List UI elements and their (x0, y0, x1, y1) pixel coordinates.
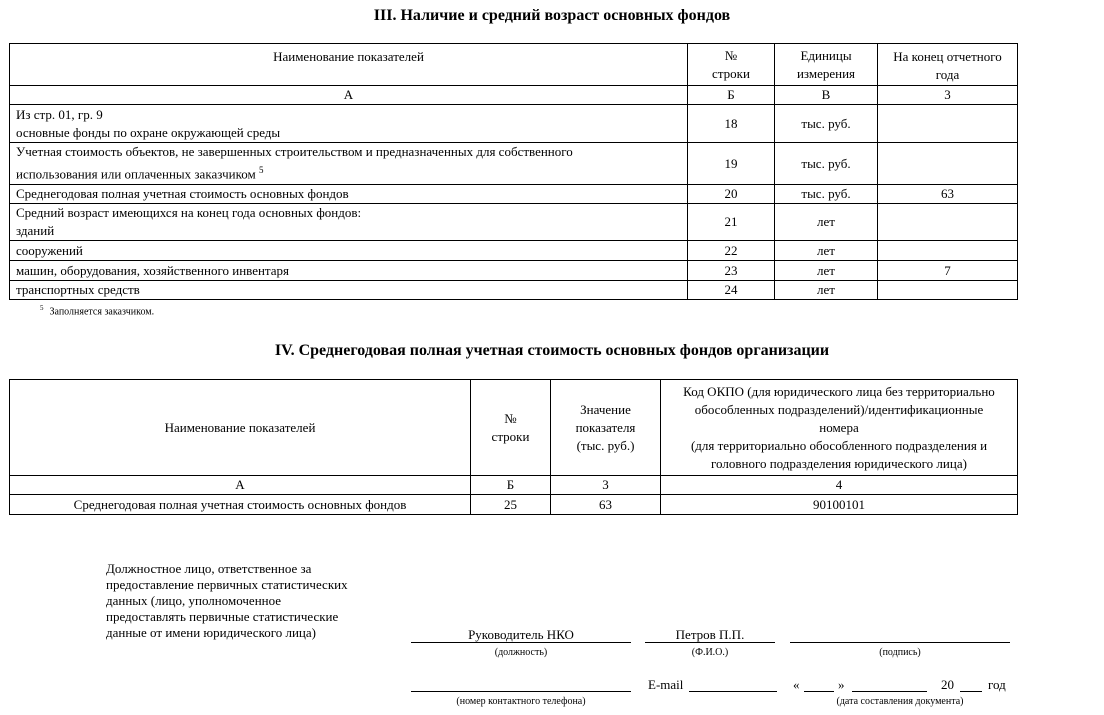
code-4: 4 (661, 476, 1018, 495)
phone-line (411, 691, 631, 692)
row-no: 25 (471, 495, 551, 515)
code-v: В (775, 86, 878, 105)
footnote: $^5$ Заполняется заказчиком. (40, 304, 155, 318)
row-unit: лет (775, 261, 878, 281)
row-name: Из стр. 01, гр. 9 основные фонды по охране окружающей среды (10, 105, 688, 143)
code-3: 3 (551, 476, 661, 495)
year-prefix: 20 (941, 677, 954, 692)
table-row (10, 241, 1018, 261)
table-row (10, 261, 1018, 281)
row-no: 22 (688, 241, 775, 261)
date-caption: (дата составления документа) (836, 696, 964, 707)
header-okpo: Код ОКПО (для юридического лица без территориально обособленных подразделений)/идентификационные номера (для территориально обособленного подразделения и головного подразделения юридического лица) (661, 380, 1018, 476)
table-row (10, 281, 1018, 300)
code-a: А (10, 86, 688, 105)
email-line (689, 691, 777, 692)
row-value (878, 241, 1018, 261)
date-close-quote: » (838, 677, 845, 692)
year-line (960, 691, 982, 692)
position-caption: (должность) (494, 647, 548, 658)
row-unit: лет (775, 204, 878, 241)
footnote-mark: 5 (258, 165, 264, 176)
responsible-person-label: Должностное лицо, ответственное за предоставление первичных статистических данных (лицо, уполномоченное предоставлять первичные статистические данные от имени юридического лица) (106, 561, 348, 640)
row-name: Средний возраст имеющихся на конец года основных фондов: зданий (10, 204, 688, 241)
row-unit: тыс. руб. (775, 185, 878, 204)
section3-title: III. Наличие и средний возраст основных фондов (373, 7, 731, 24)
row-no: 18 (688, 105, 775, 143)
header-row-no: № строки (471, 380, 551, 476)
table-row (10, 495, 1018, 515)
table-row (10, 185, 1018, 204)
fio-value: Петров П.П. (675, 627, 745, 642)
row-unit: лет (775, 281, 878, 300)
row-name: сооружений (10, 241, 688, 261)
row-no: 19 (688, 143, 775, 185)
email-label: E-mail (648, 677, 684, 692)
avg-cost-table (9, 379, 1018, 515)
row-no: 20 (688, 185, 775, 204)
row-unit: тыс. руб. (775, 105, 878, 143)
code-b: Б (471, 476, 551, 495)
signature-line (790, 642, 1010, 643)
date-open-quote: « (793, 677, 800, 692)
row-value (878, 204, 1018, 241)
code-3: 3 (878, 86, 1018, 105)
section4-title: IV. Среднегодовая полная учетная стоимость основных фондов организации (274, 342, 830, 359)
table-row (10, 204, 1018, 241)
code-a: А (10, 476, 471, 495)
row-okpo: 90100101 (661, 495, 1018, 515)
row-no: 21 (688, 204, 775, 241)
fio-caption: (Ф.И.О.) (691, 647, 729, 658)
row-no: 24 (688, 281, 775, 300)
row-name: машин, оборудования, хозяйственного инвентаря (10, 261, 688, 281)
row-unit: тыс. руб. (775, 143, 878, 185)
header-end-year: На конец отчетного года (878, 44, 1018, 86)
header-row-no: № строки (688, 44, 775, 86)
day-line (804, 691, 834, 692)
table-row (10, 105, 1018, 143)
header-units: Единицы измерения (775, 44, 878, 86)
header-name: Наименование показателей (10, 380, 471, 476)
row-value: 7 (878, 261, 1018, 281)
row-value: 63 (551, 495, 661, 515)
row-no: 23 (688, 261, 775, 281)
row-unit: лет (775, 241, 878, 261)
year-suffix: год (988, 677, 1006, 692)
header-name: Наименование показателей (10, 44, 688, 86)
row-name: Учетная стоимость объектов, не завершенных строительством и предназначенных для собственного использования или оплаченных заказчиком $^5$ (10, 143, 688, 185)
row-name: Среднегодовая полная учетная стоимость основных фондов (10, 495, 471, 515)
phone-caption: (номер контактного телефона) (456, 696, 586, 707)
row-value (878, 143, 1018, 185)
row-value: 63 (878, 185, 1018, 204)
row-name: транспортных средств (10, 281, 688, 300)
row-value (878, 105, 1018, 143)
fio-line (645, 642, 775, 643)
row-name: Среднегодовая полная учетная стоимость основных фондов (10, 185, 688, 204)
code-b: Б (688, 86, 775, 105)
month-line (852, 691, 927, 692)
header-value: Значение показателя (тыс. руб.) (551, 380, 661, 476)
row-value (878, 281, 1018, 300)
signature-caption: (подпись) (879, 647, 921, 658)
position-value: Руководитель НКО (468, 627, 574, 642)
position-line (411, 642, 631, 643)
fixed-assets-table (9, 43, 1018, 300)
table-row (10, 143, 1018, 185)
